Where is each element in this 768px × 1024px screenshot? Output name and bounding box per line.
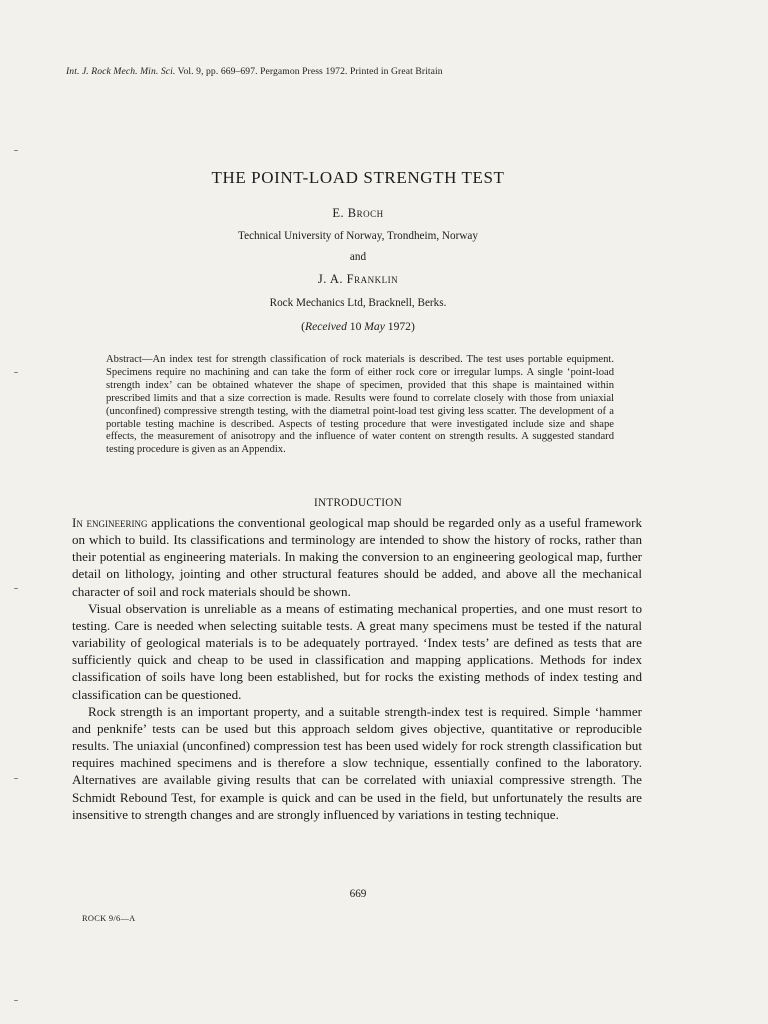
article-title: THE POINT-LOAD STRENGTH TEST <box>211 168 505 187</box>
author-surname: Broch <box>347 206 384 220</box>
scan-speck <box>14 778 18 779</box>
scan-speck <box>14 1000 18 1001</box>
paragraph-3: Rock strength is an important property, and a suitable strength-index test is required. Simple ‘hammer and penknife’ tests can be used but this approach seldom gives objective, quantitative or reproducible results. The uniaxial (unconfined) compression test has been used widely for rock strength classification but requires machined specimens and is therefore a slow technique, essentially confined to the laboratory. Alternatives are available giving results that can be correlated with uniaxial compressive strength. The Schmidt Rebound Test, for example is quick and can be used in the field, but unfortunately the results are insensitive to strength changes and are strongly influenced by variations in testing technique. <box>72 703 642 822</box>
author-surname: Franklin <box>346 272 399 286</box>
affiliation-trondheim: Technical University of Norway, Trondheim, Norway <box>238 230 478 242</box>
page-number: 669 <box>349 888 367 900</box>
author-initial: J. A. <box>317 272 347 286</box>
journal-name: Int. J. Rock Mech. Min. Sci. <box>66 66 176 77</box>
received-label: Received <box>305 320 347 333</box>
journal-volume-info: Vol. 9, pp. 669–697. Pergamon Press 1972. Printed in Great Britain <box>175 66 443 77</box>
abstract <box>106 354 614 457</box>
paragraph-2: Visual observation is unreliable as a means of estimating mechanical properties, and one must resort to testing. Care is needed when selecting suitable tests. A great many specimens must be tested if the natural variability of geological materials is to be adequately portrayed. ‘Index tests’ are defined as tests that are sufficiently quick and cheap to be used in classification and mapping applications. Methods for index classification of soils have long been established, but for rocks the existing methods of index testing and classification can be questioned. <box>72 600 642 702</box>
section-heading-introduction: INTRODUCTION <box>313 497 403 509</box>
abstract-label: Abstract— <box>106 354 153 365</box>
affiliation-bracknell: Rock Mechanics Ltd, Bracknell, Berks. <box>269 297 447 309</box>
received-day: 10 <box>346 320 365 333</box>
journal-citation-header <box>66 66 443 77</box>
author-franklin <box>0 272 716 287</box>
paragraph-1-text: applications the conventional geological map should be regarded only as a useful framework on which to build. Its classifications and terminology are intended to show the history of rocks, rather than their potential as engineering materials. In making the conversion to an engineering geological map, further detail on lithology, jointing and other structural features should be added, and above all the mechanical character of soil and rock materials should be shown. <box>72 515 642 599</box>
abstract-text: An index test for strength classification of rock materials is described. The test uses portable equipment. Specimens require no machining and can take the form of either rock core or irregular lumps. A single ‘point-load strength index’ can be obtained whatever the shape of specimen, provided that this shape is maintained within prescribed limits and that a size correction is made. Results were found to correlate closely with those from uniaxial (unconfined) compressive strength testing, with the diametral point-load test giving less scatter. The development of a portable testing machine is described. Aspects of testing procedure that were investigated include size and shape effects, the measurement of anisotropy and the influence of water content on strength results. A suggested standard testing procedure is given as an Appendix. <box>106 354 614 456</box>
received-month: May <box>364 320 385 333</box>
received-date <box>0 320 716 333</box>
signature-code: ROCK 9/6—A <box>82 914 136 923</box>
received-paren: ( <box>301 320 306 333</box>
scan-speck <box>14 150 18 151</box>
scan-speck <box>14 588 18 589</box>
scan-speck <box>14 372 18 373</box>
author-broch <box>0 206 716 221</box>
paragraph-lead-in: In engineering <box>72 515 148 530</box>
paragraph-1 <box>72 514 642 600</box>
author-conjunction: and <box>349 251 367 263</box>
received-year: 1972) <box>384 320 415 333</box>
author-initial: E. <box>332 206 348 220</box>
introduction-body <box>72 514 642 823</box>
